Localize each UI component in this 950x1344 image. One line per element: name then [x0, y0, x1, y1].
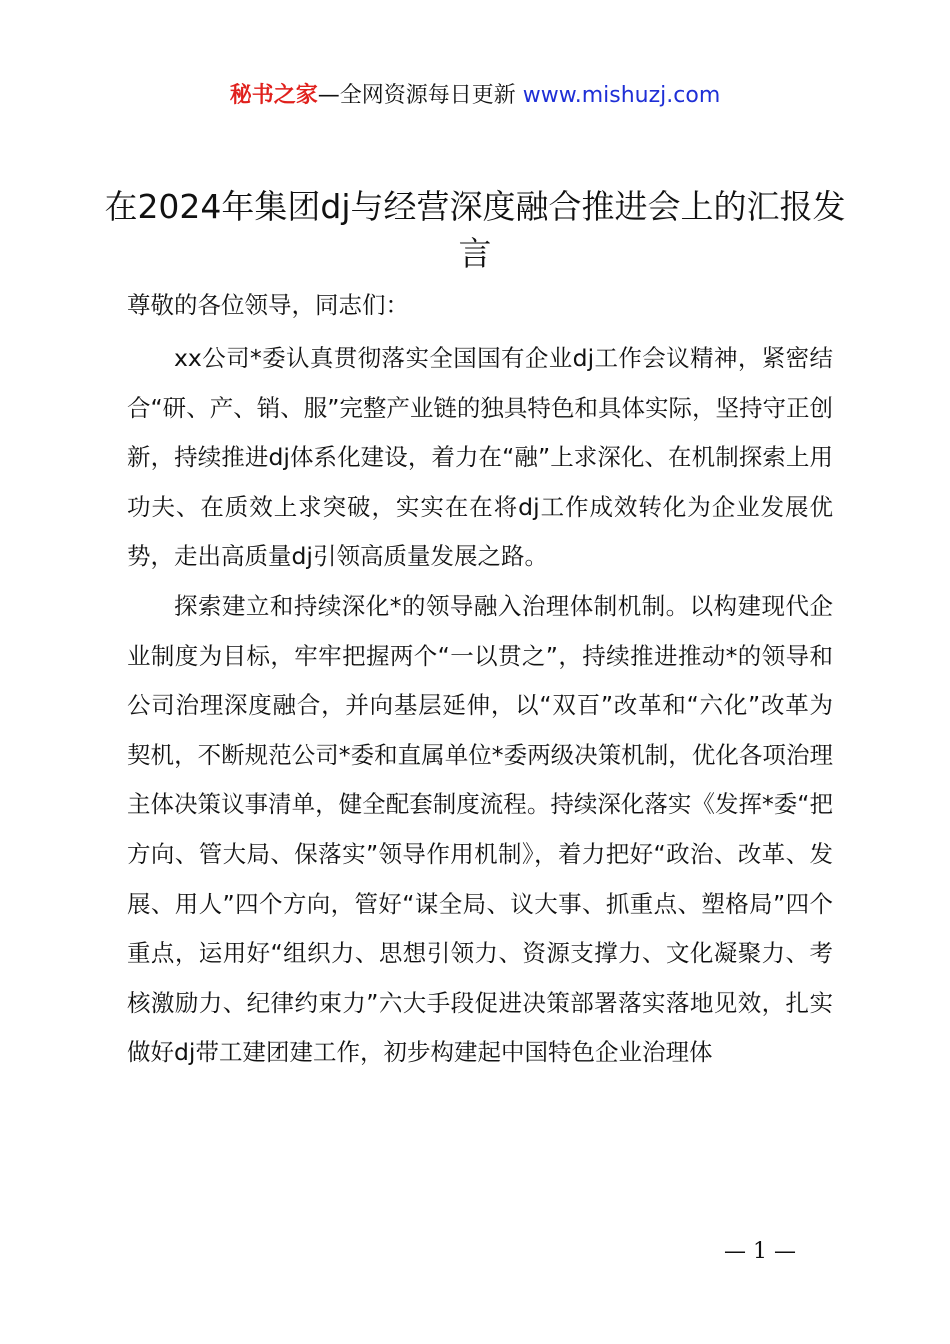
body-paragraph: xx公司*委认真贯彻落实全国国有企业dj工作会议精神，紧密结合“研、产、销、服”完整产业链的独具特色和具体实际，坚持守正创新，持续推进dj体系化建设，着力在“融”上求深化、在机制探索上用功夫、在质效上求突破，实实在在将dj工作成效转化为企业发展优势，走出高质量dj引领高质量发展之路。: [127, 344, 833, 571]
banner-url-link[interactable]: www.mishuzj.com: [522, 83, 721, 108]
site-banner: [0, 80, 950, 112]
brand-name: 秘书之家: [229, 83, 318, 108]
page-number: — 1 —: [724, 1239, 796, 1264]
body-paragraph: 探索建立和持续深化*的领导融入治理体制机制。以构建现代企业制度为目标，牢牢把握两个“一以贯之”，持续推进推动*的领导和公司治理深度融合，并向基层延伸，以“双百”改革和“六化”改革为契机，不断规范公司*委和直属单位*委两级决策机制，优化各项治理主体决策议事清单，健全配套制度流程。持续深化落实《发挥*委“把方向、管大局、保落实”领导作用机制》，着力把好“政治、改革、发展、用人”四个方向，管好“谋全局、议大事、抓重点、塑格局”四个重点，运用好“组织力、思想引领力、资源支撑力、文化凝聚力、考核激励力、纪律约束力”六大手段促进决策部署落实落地见效，扎实做好dj带工建团建工作，初步构建起中国特色企业治理体: [127, 591, 833, 1067]
document-title: 在2024年集团dj与经营深度融合推进会上的汇报发言: [104, 187, 846, 273]
salutation: 尊敬的各位领导，同志们：: [127, 291, 409, 319]
document-body: [127, 334, 833, 1078]
banner-tagline: —全网资源每日更新: [317, 83, 523, 108]
